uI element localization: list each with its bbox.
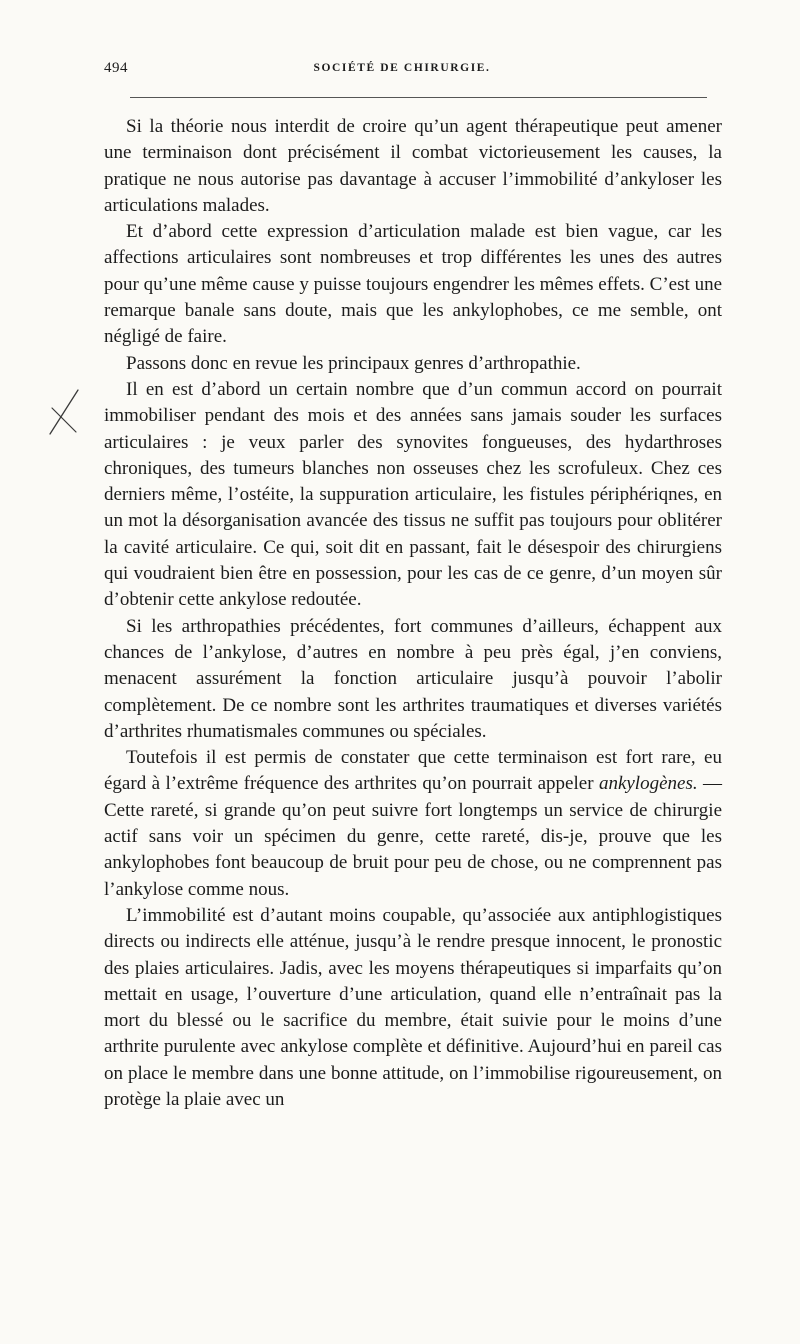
paragraph-2: Et d’abord cette expression d’articulation malade est bien vague, car les affections articulaires sont nombreuses et trop différentes les unes des autres pour qu’une même cause y puisse toujours engendrer les mêmes effets. C’est une remarque banale sans doute, mais que les ankylophobes, ce me semble, ont négligé de faire. [104, 221, 722, 348]
paragraph-7: L’immobilité est d’autant moins coupable, qu’associée aux antiphlogistiques directs ou indirects elle atténue, jusqu’à le rendre presque innocent, le pronostic des plaies articulaires. Jadis, avec les moyens thérapeutiques si imparfaits qu’on mettait en usage, l’ouverture d’une articulation, quand elle n’entraînait pas la mort du blessé ou le sacrifice du membre, était suivie pour le moins d’une arthrite purulente avec ankylose complète et définitive. Aujourd’hui en pareil cas on place le membre dans une bonne attitude, on l’immobilise rigoureusement, on protège la plaie avec un [104, 904, 722, 1110]
handwritten-margin-mark-icon [46, 386, 82, 438]
page-number: 494 [104, 60, 128, 76]
paragraph-4: Il en est d’abord un certain nombre que d’un commun accord on pourrait immobiliser pendant des mois et des années sans jamais souder les surfaces articulaires : je veux parler des synovites fongueuses, des hydarthroses chroniques, des tumeurs blanches non osseuses chez les scrofuleux. Chez ces derniers même, l’ostéite, la suppuration articulaire, les fistules périphériqnes, en un mot la désorganisation avancée des tissus ne suffit pas toujours pour oblitérer la cavité articulaire. Ce qui, soit dit en passant, fait le désespoir des chirurgiens qui voudraient bien être en possession, pour les cas de ce genre, d’un moyen sûr d’obtenir cette ankylose redoutée. [104, 378, 722, 611]
running-head [104, 60, 700, 86]
paragraph-6 [104, 745, 722, 903]
paragraph-6-start: Toutefois il est permis de constater que cette terminaison est fort rare, eu égard à l’extrême fréquence des arthrites qu’on pourrait appeler [104, 747, 722, 795]
body-text [104, 114, 722, 1113]
emphasized-term: ankylogènes. [598, 773, 698, 795]
paragraph-6-end: — Cette rareté, si grande qu’on peut suivre fort longtemps un service de chirurgie actif sans voir un spécimen du genre, cette rareté, dis-je, prouve que les ankylophobes font beaucoup de bruit pour peu de chose, ou ne comprennent pas l’ankylose comme nous. [104, 773, 723, 900]
running-title: SOCIÉTÉ DE CHIRURGIE. [313, 62, 491, 74]
paragraph-5: Si les arthropathies précédentes, fort communes d’ailleurs, échappent aux chances de l’ankylose, d’autres en nombre à peu près égal, j’en conviens, menacent assurément la fonction articulaire jusqu’à pouvoir l’abolir complètement. De ce nombre sont les arthrites traumatiques et diverses variétés d’arthrites rhumatismales communes ou spéciales. [104, 615, 722, 742]
paragraph-3: Passons donc en revue les principaux genres d’arthropathie. [126, 352, 581, 374]
paragraph-1: Si la théorie nous interdit de croire qu’un agent thérapeutique peut amener une terminaison dont précisément il combat victorieusement les causes, la pratique ne nous autorise pas davantage à accuser l’immobilité d’ankyloser les articulations malades. [104, 116, 722, 216]
header-rule [130, 97, 707, 98]
